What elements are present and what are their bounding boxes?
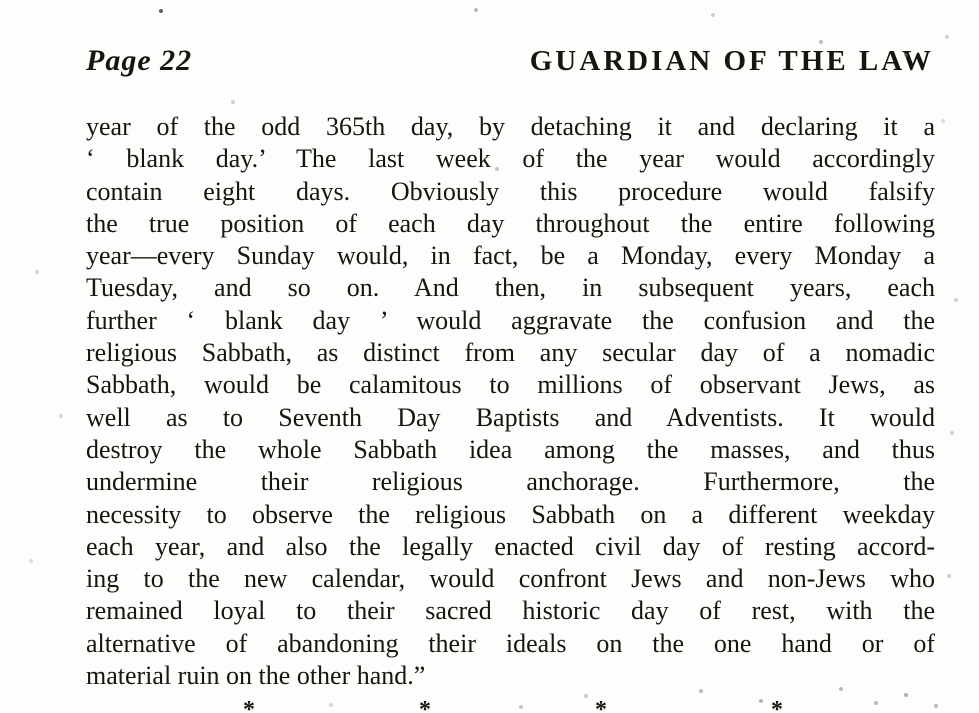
text-line: year of the odd 365th day, by detaching it and declaring it a (86, 112, 935, 141)
text-line: ‘ blank day.’ The last week of the year would accordingly (86, 144, 935, 174)
text-line: contain eight days. Obviously this procedure would falsify (86, 176, 935, 206)
page-header (86, 44, 934, 78)
text-line: undermine their religious anchorage. Furthermore, the (86, 467, 935, 497)
page-number: Page 22 (86, 44, 193, 77)
asterisk-mark: * (419, 697, 431, 713)
text-line: well as to Seventh Day Baptists and Adventists. It would (86, 402, 935, 432)
text-line: each year, and also the legally enacted civil day of resting accord- (86, 531, 935, 561)
text-line: Sabbath, would be calamitous to millions of observant Jews, as (86, 370, 935, 400)
text-line: material ruin on the other hand.” (86, 661, 426, 691)
text-line: the true position of each day throughout the entire following (86, 208, 935, 238)
text-line: Tuesday, and so on. And then, in subsequent years, each (86, 273, 935, 303)
running-title: GUARDIAN OF THE LAW (529, 45, 934, 77)
asterisk-mark: * (243, 697, 255, 713)
asterisk-mark: * (595, 697, 607, 713)
section-break (243, 698, 783, 713)
text-line: further ‘ blank day ’ would aggravate the confusion and the (86, 305, 935, 335)
text-line: ing to the new calendar, would confront Jews and non-Jews who (86, 564, 935, 594)
asterisk-mark: * (771, 697, 783, 713)
scan-noise-speckles (0, 0, 2, 2)
text-line: year—every Sunday would, in fact, be a Monday, every Monday a (86, 241, 935, 271)
text-line: necessity to observe the religious Sabbath on a different weekday (86, 499, 935, 529)
text-line: religious Sabbath, as distinct from any secular day of a nomadic (86, 338, 935, 368)
text-line: remained loyal to their sacred historic day of rest, with the (86, 596, 935, 626)
body-paragraph (86, 111, 935, 692)
text-line: destroy the whole Sabbath idea among the masses, and thus (86, 434, 935, 464)
text-line: alternative of abandoning their ideals on the one hand or of (86, 628, 935, 658)
